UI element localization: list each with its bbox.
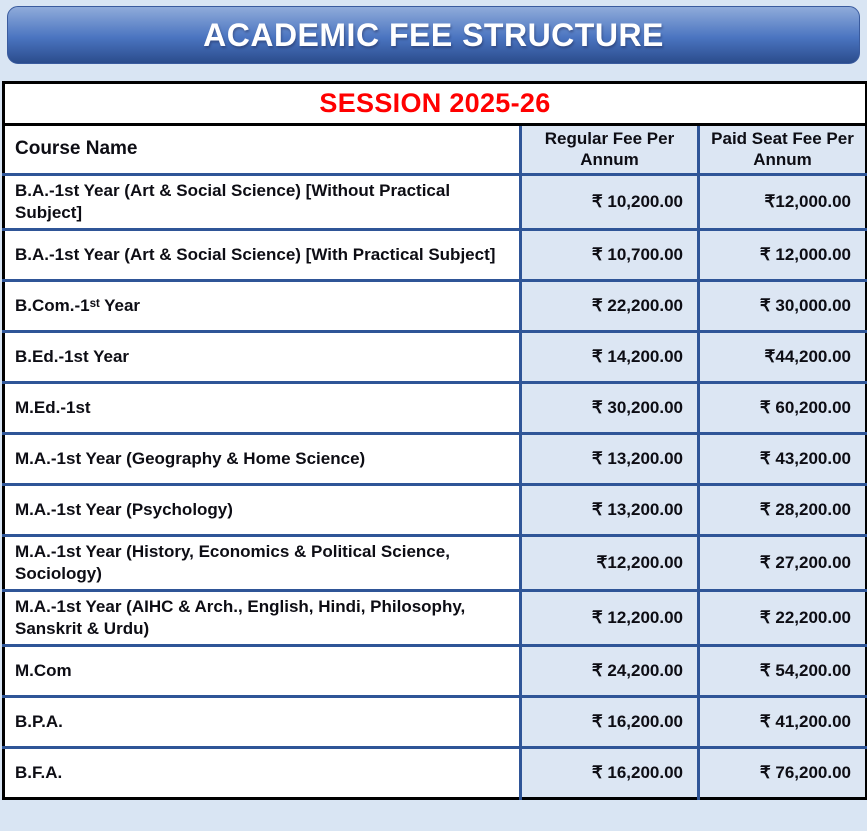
table-row [4, 646, 867, 697]
paid-seat-fee-cell: ₹ 28,200.00 [699, 484, 867, 535]
regular-fee-cell: ₹ 13,200.00 [521, 433, 699, 484]
course-name-cell: B.Com.-1ˢᵗ Year [4, 280, 521, 331]
regular-fee-cell: ₹ 22,200.00 [521, 280, 699, 331]
paid-seat-fee-cell: ₹ 27,200.00 [699, 535, 867, 590]
regular-fee-cell: ₹ 16,200.00 [521, 697, 699, 748]
regular-fee-cell: ₹ 30,200.00 [521, 382, 699, 433]
table-row [4, 535, 867, 590]
course-name-cell: M.A.-1st Year (AIHC & Arch., English, Hindi, Philosophy, Sanskrit & Urdu) [4, 590, 521, 645]
table-row [4, 590, 867, 645]
course-name-cell: M.A.-1st Year (History, Economics & Political Science, Sociology) [4, 535, 521, 590]
regular-fee-cell: ₹ 10,200.00 [521, 174, 699, 229]
table-row [4, 484, 867, 535]
table-row [4, 174, 867, 229]
paid-seat-fee-cell: ₹ 54,200.00 [699, 646, 867, 697]
table-row [4, 331, 867, 382]
column-header-paid-seat-fee: Paid Seat Fee Per Annum [699, 125, 867, 175]
session-title-cell [4, 83, 867, 125]
course-name-cell: B.P.A. [4, 697, 521, 748]
paid-seat-fee-cell: ₹ 30,000.00 [699, 280, 867, 331]
session-title: SESSION 2025-26 [319, 88, 551, 118]
course-name-cell: M.A.-1st Year (Psychology) [4, 484, 521, 535]
academic-fee-structure-banner [7, 6, 860, 64]
regular-fee-cell: ₹12,200.00 [521, 535, 699, 590]
paid-seat-fee-cell: ₹44,200.00 [699, 331, 867, 382]
paid-seat-fee-cell: ₹ 43,200.00 [699, 433, 867, 484]
session-row [4, 83, 867, 125]
course-name-cell: B.A.-1st Year (Art & Social Science) [Without Practical Subject] [4, 174, 521, 229]
fee-structure-table [2, 81, 867, 800]
regular-fee-cell: ₹ 14,200.00 [521, 331, 699, 382]
table-row [4, 433, 867, 484]
table-row [4, 229, 867, 280]
paid-seat-fee-cell: ₹ 60,200.00 [699, 382, 867, 433]
regular-fee-cell: ₹ 10,700.00 [521, 229, 699, 280]
table-row [4, 748, 867, 799]
paid-seat-fee-cell: ₹12,000.00 [699, 174, 867, 229]
course-name-cell: M.Com [4, 646, 521, 697]
table-row [4, 280, 867, 331]
page-title: ACADEMIC FEE STRUCTURE [203, 16, 664, 53]
paid-seat-fee-cell: ₹ 22,200.00 [699, 590, 867, 645]
paid-seat-fee-cell: ₹ 76,200.00 [699, 748, 867, 799]
column-header-course-name: Course Name [4, 125, 521, 175]
course-name-cell: M.Ed.-1st [4, 382, 521, 433]
table-row [4, 382, 867, 433]
regular-fee-cell: ₹ 16,200.00 [521, 748, 699, 799]
course-name-cell: M.A.-1st Year (Geography & Home Science) [4, 433, 521, 484]
table-row [4, 697, 867, 748]
course-name-cell: B.F.A. [4, 748, 521, 799]
regular-fee-cell: ₹ 24,200.00 [521, 646, 699, 697]
regular-fee-cell: ₹ 12,200.00 [521, 590, 699, 645]
column-header-regular-fee: Regular Fee Per Annum [521, 125, 699, 175]
course-name-cell: B.A.-1st Year (Art & Social Science) [With Practical Subject] [4, 229, 521, 280]
paid-seat-fee-cell: ₹ 12,000.00 [699, 229, 867, 280]
regular-fee-cell: ₹ 13,200.00 [521, 484, 699, 535]
table-header-row [4, 125, 867, 175]
course-name-cell: B.Ed.-1st Year [4, 331, 521, 382]
paid-seat-fee-cell: ₹ 41,200.00 [699, 697, 867, 748]
